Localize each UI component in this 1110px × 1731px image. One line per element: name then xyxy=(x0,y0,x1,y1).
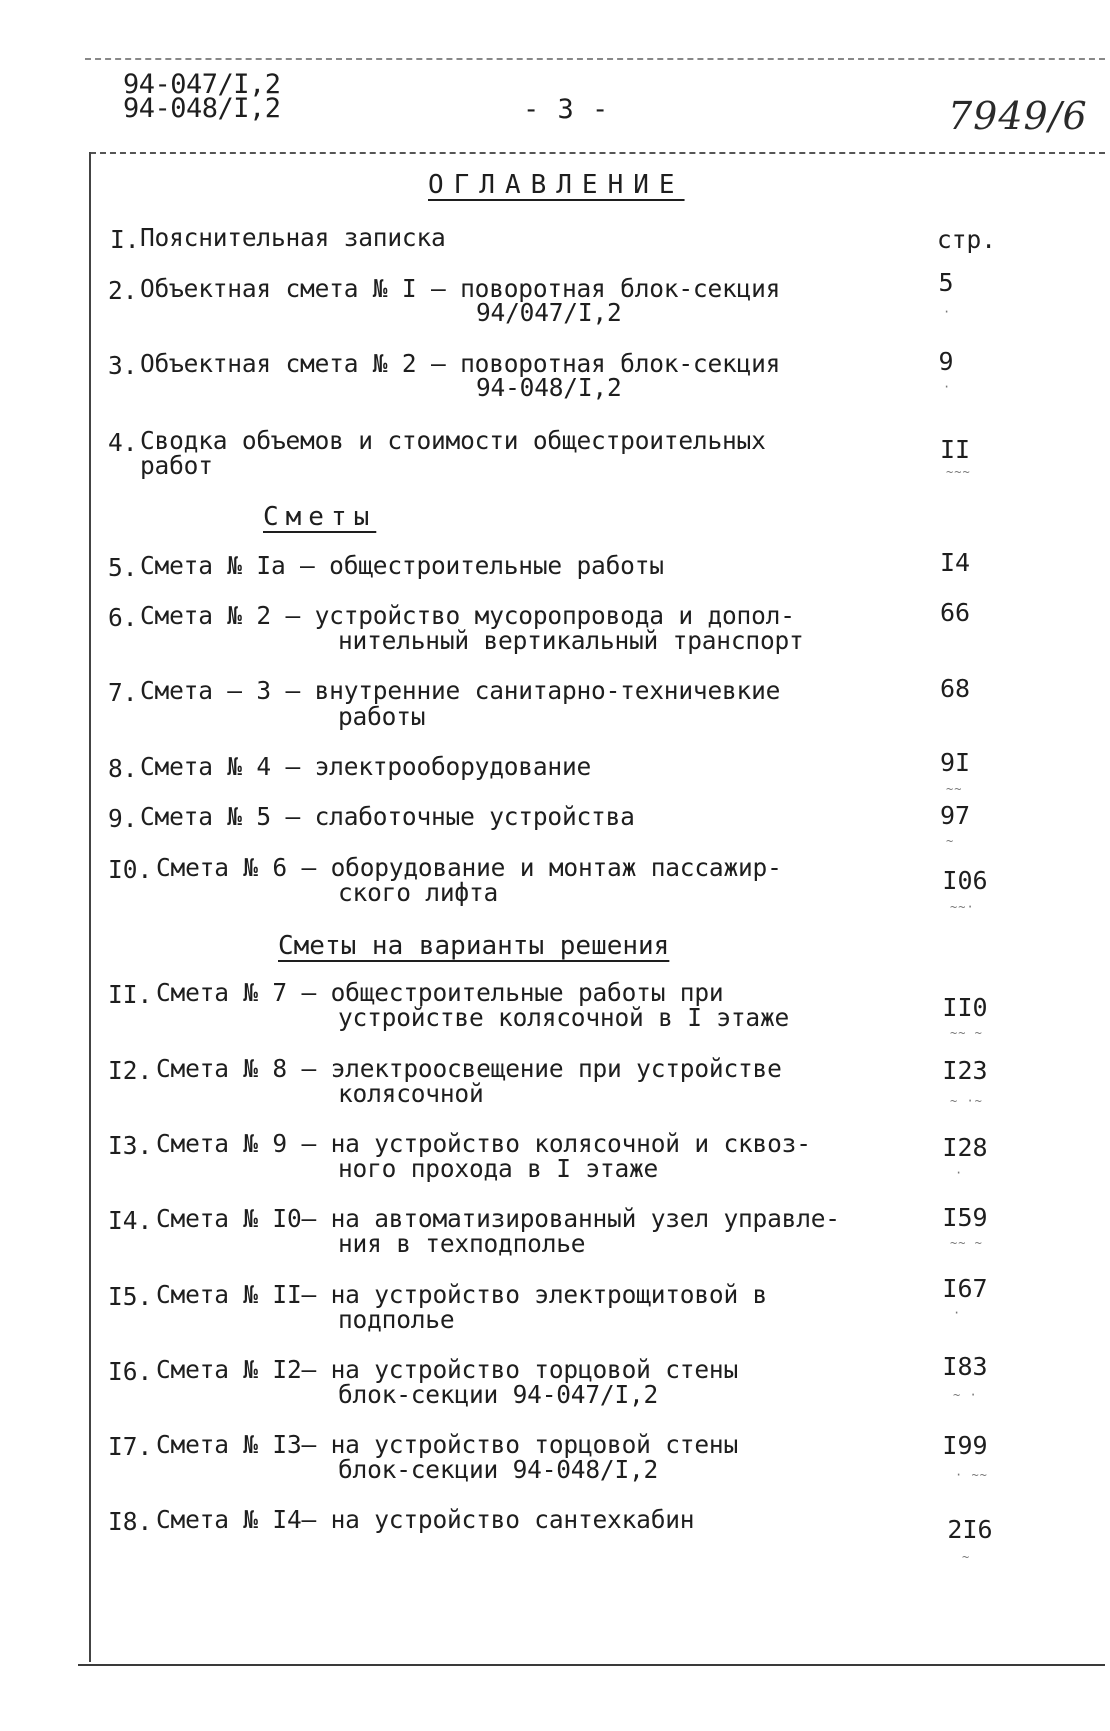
toc-entry-title-cont: нительный вертикальный транспорт xyxy=(338,626,804,655)
toc-entry-page: I83 xyxy=(942,1352,988,1381)
toc-entry-number: 5. xyxy=(108,553,138,582)
scan-mark: · ~~ xyxy=(955,1468,988,1482)
toc-entry-number: I. xyxy=(110,225,140,254)
toc-entry-number: II. xyxy=(108,980,153,1009)
toc-entry-title-cont: устройстве колясочной в I этаже xyxy=(338,1003,790,1032)
frame-left-line xyxy=(89,152,91,1662)
toc-entry-title-cont: подполье xyxy=(338,1305,455,1334)
toc-entry-title: Смета № 4 – электрооборудование xyxy=(140,752,592,781)
toc-entry-number: I2. xyxy=(108,1056,153,1085)
toc-entry-number: 2. xyxy=(108,276,138,305)
toc-entry-title: Смета № I0– на автоматизированный узел управле- xyxy=(156,1204,840,1233)
toc-entry-page: II0 xyxy=(942,993,988,1022)
toc-entry-title-cont: ния в техподполье xyxy=(338,1229,586,1258)
scan-mark: · xyxy=(943,380,952,394)
toc-entry-title-cont: 94/047/I,2 xyxy=(476,298,622,327)
toc-entry-number: I7. xyxy=(108,1432,153,1461)
toc-entry-title: Смета № 7 – общестроительные работы при xyxy=(156,978,724,1007)
toc-entry-number: 3. xyxy=(108,351,138,380)
toc-entry-title: Смета № 5 – слаботочные устройства xyxy=(140,802,635,831)
toc-entry-number: 4. xyxy=(108,428,138,457)
toc-entry-title: Сводка объемов и стоимости общестроительных xyxy=(140,426,766,455)
toc-entry-number: 9. xyxy=(108,804,138,833)
toc-entry-title: Объектная смета № I – поворотная блок-секция xyxy=(140,274,781,303)
toc-entry-page: 9I xyxy=(939,748,971,777)
toc-entry-page: I4 xyxy=(939,548,971,577)
toc-entry-number: I4. xyxy=(108,1206,153,1235)
toc-entry-page: 5 xyxy=(938,268,954,297)
toc-entry-title: Пояснительная записка xyxy=(140,223,446,252)
toc-entry-page: I23 xyxy=(942,1056,988,1085)
toc-entry-title-cont: 94-048/I,2 xyxy=(476,373,622,402)
scan-mark: · xyxy=(955,1166,964,1180)
toc-entry-title: Смета № II– на устройство электрощитовой в xyxy=(156,1280,768,1309)
toc-entry-title: Смета – 3 – внутренние санитарно-техничевкие xyxy=(140,676,781,705)
toc-entry-page: I59 xyxy=(942,1203,988,1232)
toc-entry-page: I99 xyxy=(942,1431,988,1460)
toc-entry-page: 66 xyxy=(939,598,971,627)
document-code-1: 94-047/I,2 xyxy=(123,69,281,100)
scan-mark: ~~ ~ xyxy=(950,1236,983,1250)
toc-entry-title: Смета № 9 – на устройство колясочной и сквоз- xyxy=(156,1129,811,1158)
toc-entry-page: 97 xyxy=(939,801,971,830)
toc-entry-number: 6. xyxy=(108,603,138,632)
frame-top-line xyxy=(90,152,1105,154)
scan-mark: · xyxy=(943,305,952,319)
scan-mark: ~~ xyxy=(946,782,963,796)
toc-entry-title: Смета № 6 – оборудование и монтаж пассажир- xyxy=(156,853,782,882)
scan-mark: ~ xyxy=(962,1550,971,1564)
toc-entry-title: Смета № I2– на устройство торцовой стены xyxy=(156,1355,739,1384)
toc-entry-title: Смета № 8 – электроосвещение при устройстве xyxy=(156,1054,782,1083)
section-heading-smety: Сметы xyxy=(263,502,377,532)
scan-mark: ~ xyxy=(946,834,955,848)
toc-entry-title-cont: ского лифта xyxy=(338,878,499,907)
toc-entry-number: I6. xyxy=(108,1357,153,1386)
toc-entry-number: I3. xyxy=(108,1131,153,1160)
scan-mark: ~~~ xyxy=(946,465,971,479)
section-heading-variants: Сметы на варианты решения xyxy=(278,931,670,961)
toc-entry-title: Смета № 2 – устройство мусоропровода и допол- xyxy=(140,601,795,630)
toc-entry-number: I5. xyxy=(108,1282,153,1311)
toc-entry-page: 2I6 xyxy=(947,1515,993,1544)
toc-entry-title-cont: работ xyxy=(140,451,213,480)
toc-entry-title-cont: ного прохода в I этаже xyxy=(338,1154,659,1183)
toc-entry-title: Смета № Iа – общестроительные работы xyxy=(140,551,664,580)
toc-title: ОГЛАВЛЕНИЕ xyxy=(428,170,685,200)
top-edge-line xyxy=(85,58,1105,60)
toc-entry-number: I0. xyxy=(108,855,153,884)
toc-entry-page: I06 xyxy=(942,866,988,895)
frame-bottom-line xyxy=(78,1664,1105,1666)
scan-mark: ~~· xyxy=(950,900,975,914)
scan-mark: ~ · xyxy=(953,1388,978,1402)
toc-entry-title: Смета № I4– на устройство сантехкабин xyxy=(156,1505,695,1534)
page-column-label: стр. xyxy=(937,225,997,254)
document-code-2: 94-048/I,2 xyxy=(123,93,281,124)
toc-entry-title: Смета № I3– на устройство торцовой стены xyxy=(156,1430,739,1459)
scan-mark: ~ ·~ xyxy=(950,1094,983,1108)
toc-entry-page: II xyxy=(939,435,971,464)
toc-entry-title-cont: колясочной xyxy=(338,1079,484,1108)
toc-entry-title: Объектная смета № 2 – поворотная блок-секция xyxy=(140,349,781,378)
scan-mark: ~~ ~ xyxy=(950,1026,983,1040)
toc-entry-title-cont: блок-секции 94-047/I,2 xyxy=(338,1380,659,1409)
toc-entry-page: I67 xyxy=(942,1274,988,1303)
toc-entry-page: I28 xyxy=(942,1133,988,1162)
archive-number: 7949/6 xyxy=(948,94,1088,138)
scan-mark: · xyxy=(953,1306,962,1320)
toc-entry-page: 9 xyxy=(938,347,954,376)
toc-entry-number: I8. xyxy=(108,1507,153,1536)
toc-entry-page: 68 xyxy=(939,674,971,703)
toc-entry-title-cont: работы xyxy=(338,702,426,731)
page-number: - 3 - xyxy=(523,94,610,125)
toc-entry-title-cont: блок-секции 94-048/I,2 xyxy=(338,1455,659,1484)
toc-entry-number: 7. xyxy=(108,678,138,707)
toc-entry-number: 8. xyxy=(108,754,138,783)
